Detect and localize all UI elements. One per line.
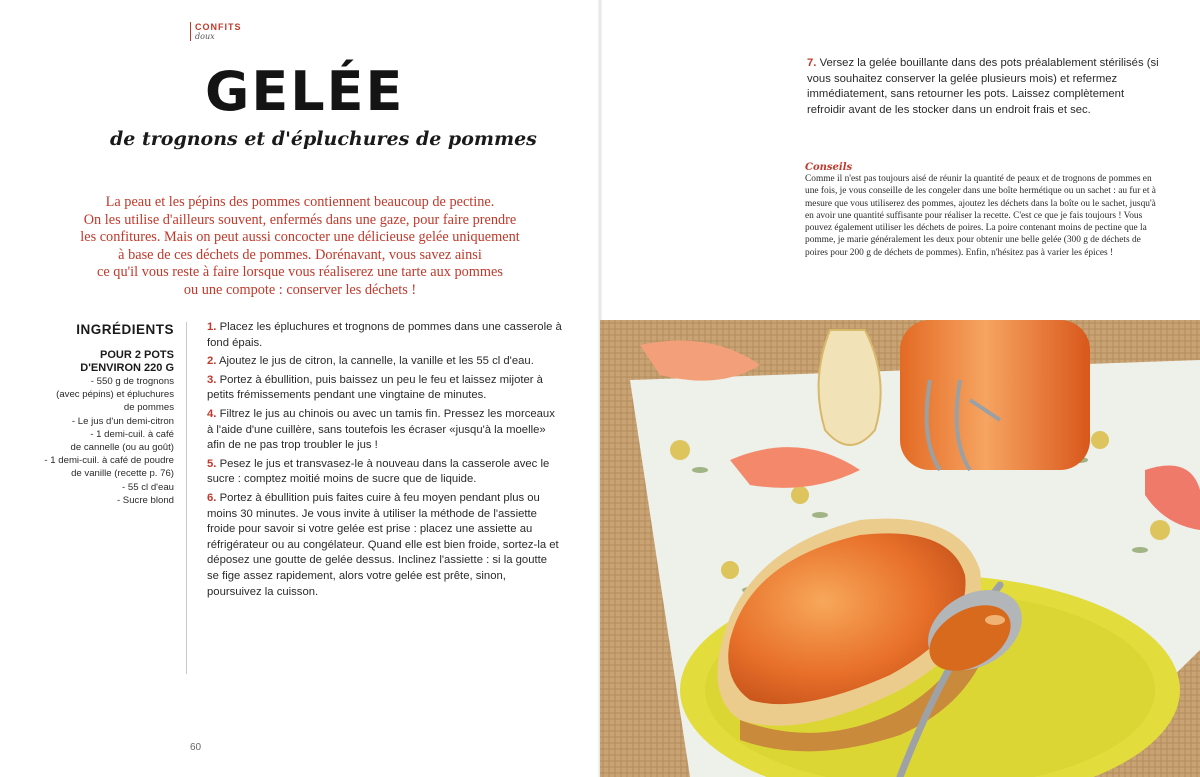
intro-line: ou une compote : conserver les déchets !	[183, 281, 417, 298]
ingredient-line: (avec pépins) et épluchures	[56, 389, 174, 401]
step-item	[207, 457, 562, 488]
step-number: 4.	[207, 407, 217, 420]
photo-illustration	[600, 320, 1200, 777]
subcategory-label: doux	[195, 32, 215, 41]
napkin-flower	[1150, 520, 1170, 540]
intro-line: ce qu'il vous reste à faire lorsque vous réaliserez une tarte aux pommes	[97, 264, 503, 280]
step-item	[207, 407, 562, 454]
tips-text: Comme il n'est pas toujours aisé de réunir la quantité de peaux et de trognons de pommes en une fois, je vous conseille de les congeler dans une boîte hermétique ou un sachet : au fur et à mesure que vous utiliserez des pommes, ajoutez les déchets dans la boîte ou le sachet, jusqu'à en avoir une quantité suffisante pour réaliser la recette. C'est ce que je fais toujours ! Vous pouvez également utiliser les déchets de poires. La poire contenant moins de pectine que la pomme, je marie généralement les deux pour obtenir une belle gelée (300 g de déchets de poires pour 200 g de déchets de pommes). Enfin, n'hésitez pas à varier les épices !	[805, 174, 1156, 258]
step-number: 1.	[207, 321, 217, 333]
right-page	[600, 0, 1200, 777]
ingredients-heading: INGRÉDIENTS	[76, 322, 174, 337]
recipe-subtitle: de trognons et d'épluchures de pommes	[110, 128, 537, 150]
step-number: 2.	[207, 355, 217, 368]
steps-list	[207, 320, 562, 603]
step-text: Versez la gelée bouillante dans des pots préalablement stérilisés (si vous souhaitez conserver la gelée plusieurs mois) et refermez immédiatement, sans retourner les pots. Laissez complètement refroidir avant de les stocker dans un endroit frais et sec.	[807, 57, 1159, 116]
step-text: Filtrez le jus au chinois ou avec un tamis fin. Pressez les morceaux à l'aide d'une cuillère, sans toutefois les écraser «jusqu'à la moelle» afin de ne pas trop troubler le jus !	[207, 407, 555, 452]
napkin-flower	[1091, 431, 1109, 449]
step-text: Pesez le jus et transvasez-le à nouveau dans la casserole avec le sucre : comptez moitié moins de sucre que de liquide.	[207, 457, 550, 486]
tips-heading: Conseils	[805, 162, 853, 173]
napkin-flower	[670, 440, 690, 460]
ingredient-line: de vanille (recette p. 76)	[71, 468, 174, 480]
ingredient-line: - 1 demi-cuil. à café de poudre	[44, 455, 174, 467]
page-number: 60	[190, 742, 202, 753]
ingredients-list	[20, 375, 174, 507]
step-text: Portez à ébullition puis faites cuire à feu moyen pendant plus ou moins 30 minutes. Je vous invite à utiliser la méthode de l'assiette froide pour savoir si votre gelée est prise : placez une assiette au réfrigérateur ou au congélateur. Quand elle est bien froide, sortez-la et déposez une goutte de gelée dessus. Inclinez l'assiette : si la goutte se fige assez rapidement, alors votre gelée est prête, sinon, poursuivez la cuisson.	[207, 491, 559, 598]
category-tag	[190, 22, 242, 41]
step-text: Placez les épluchures et trognons de pommes dans une casserole à fond épais.	[207, 321, 562, 349]
category-label: CONFITS	[195, 22, 242, 32]
napkin-leaf	[812, 512, 828, 518]
step-text: Portez à ébullition, puis baissez un peu le feu et laissez mijoter à petits frémissements pendant une vingtaine de minutes.	[207, 373, 543, 402]
ingredient-line: - Sucre blond	[116, 494, 174, 506]
column-divider	[186, 322, 187, 674]
jelly-photo	[600, 320, 1200, 777]
servings-line: D'ENVIRON 220 G	[80, 362, 174, 374]
servings-line: POUR 2 POTS	[100, 349, 174, 361]
ingredient-line: - 550 g de trognons	[90, 376, 174, 387]
intro-line: On les utilise d'ailleurs souvent, enfermés dans une gaze, pour faire prendre	[83, 211, 517, 228]
spoon-highlight	[985, 615, 1005, 625]
ingredient-line: - Le jus d'un demi-citron	[71, 415, 174, 427]
napkin-leaf	[1132, 547, 1148, 553]
step-number: 5.	[207, 457, 217, 470]
intro-line: les confitures. Mais on peut aussi concocter une délicieuse gelée uniquement	[80, 229, 520, 245]
ingredient-line: - 1 demi-cuil. à café	[90, 428, 174, 440]
intro-line: à base de ces déchets de pommes. Dorénavant, vous savez ainsi	[118, 246, 482, 263]
napkin-flower	[721, 561, 739, 579]
step-number: 3.	[207, 373, 217, 386]
intro-line: La peau et les pépins des pommes contiennent beaucoup de pectine.	[105, 194, 495, 210]
ingredients-column	[20, 322, 174, 507]
intro-paragraph	[60, 194, 540, 299]
step-number: 7.	[807, 57, 817, 69]
ingredient-line: de cannelle (ou au goût)	[70, 442, 174, 454]
step-number: 6.	[207, 491, 217, 504]
step-item	[207, 373, 562, 404]
ingredient-line: de pommes	[123, 402, 174, 414]
napkin-flower	[791, 486, 809, 504]
ingredient-line: - 55 cl d'eau	[122, 481, 174, 493]
tips-box	[805, 162, 1161, 259]
step-item	[207, 354, 562, 370]
napkin-leaf	[692, 467, 708, 473]
recipe-title: GELÉE	[205, 60, 405, 123]
step-text: Ajoutez le jus de citron, la cannelle, la vanille et les 55 cl d'eau.	[218, 355, 534, 368]
step-item	[207, 320, 562, 351]
apple-core	[819, 330, 881, 445]
step-item	[807, 56, 1162, 118]
step-item	[207, 491, 562, 600]
